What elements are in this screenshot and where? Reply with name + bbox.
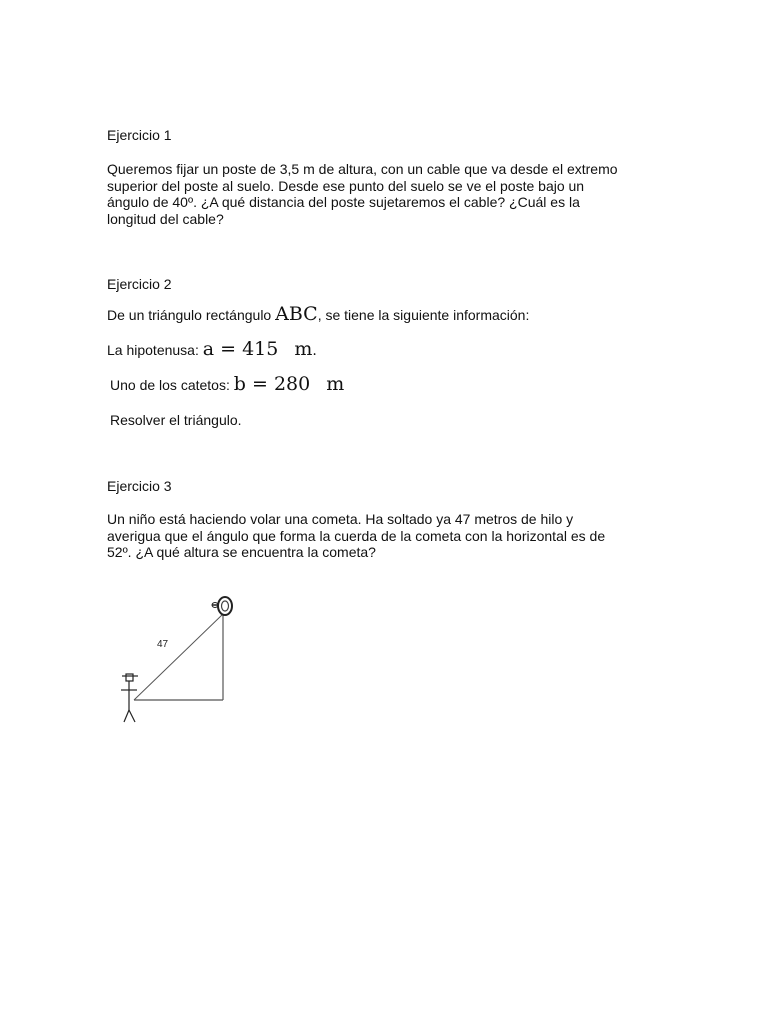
exercise-1-line: ángulo de 40º. ¿A qué distancia del poste sujetaremos el cable? ¿Cuál es la — [107, 194, 580, 210]
string-length-label: 47 — [157, 639, 169, 650]
equals-sign: = — [220, 338, 237, 360]
hypotenuse-unit: m — [294, 338, 313, 360]
hypotenuse-line — [107, 338, 317, 360]
period: . — [312, 343, 317, 359]
triangle-name: ABC — [275, 303, 318, 325]
exercise-2-intro — [107, 303, 530, 325]
exercise-1-line: Queremos fijar un poste de 3,5 m de altura, con un cable que va desde el extremo — [107, 161, 618, 177]
exercise-3-title: Ejercicio 3 — [107, 478, 172, 494]
kite-string — [134, 614, 223, 700]
equals-sign: = — [251, 373, 268, 395]
exercise-3-line: Un niño está haciendo volar una cometa. Ha soltado ya 47 metros de hilo y — [107, 511, 574, 527]
cathetus-formula — [234, 373, 344, 395]
intro-text-end: , se tiene la siguiente información: — [317, 307, 530, 323]
hypotenuse-label: La hipotenusa: — [107, 342, 203, 358]
exercise-1-line: longitud del cable? — [107, 210, 224, 227]
exercise-2-instruction: Resolver el triángulo. — [110, 412, 242, 428]
exercise-2-title: Ejercicio 2 — [107, 276, 172, 292]
kite-figure — [112, 590, 252, 730]
intro-text: De un triángulo rectángulo — [107, 307, 276, 323]
exercise-3-line: averigua que el ángulo que forma la cuerda de la cometa con la horizontal es de — [107, 527, 606, 544]
exercise-1-statement — [107, 161, 677, 227]
hypotenuse-var: a — [202, 338, 215, 360]
hypotenuse-formula — [203, 338, 317, 360]
cathetus-label: Uno de los catetos: — [110, 377, 234, 393]
exercise-1-title: Ejercicio 1 — [107, 127, 172, 143]
exercise-3-line: 52º. ¿A qué altura se encuentra la cometa? — [107, 544, 376, 560]
kite-icon — [212, 597, 232, 615]
cathetus-var: b — [233, 373, 246, 395]
cathetus-unit: m — [326, 373, 345, 395]
cathetus-line — [110, 373, 345, 395]
exercise-1-line: superior del poste al suelo. Desde ese punto del suelo se ve el poste bajo un — [107, 177, 585, 194]
cathetus-value: 280 — [273, 373, 311, 395]
hypotenuse-value: 415 — [242, 338, 279, 360]
exercise-3-statement — [107, 511, 677, 561]
